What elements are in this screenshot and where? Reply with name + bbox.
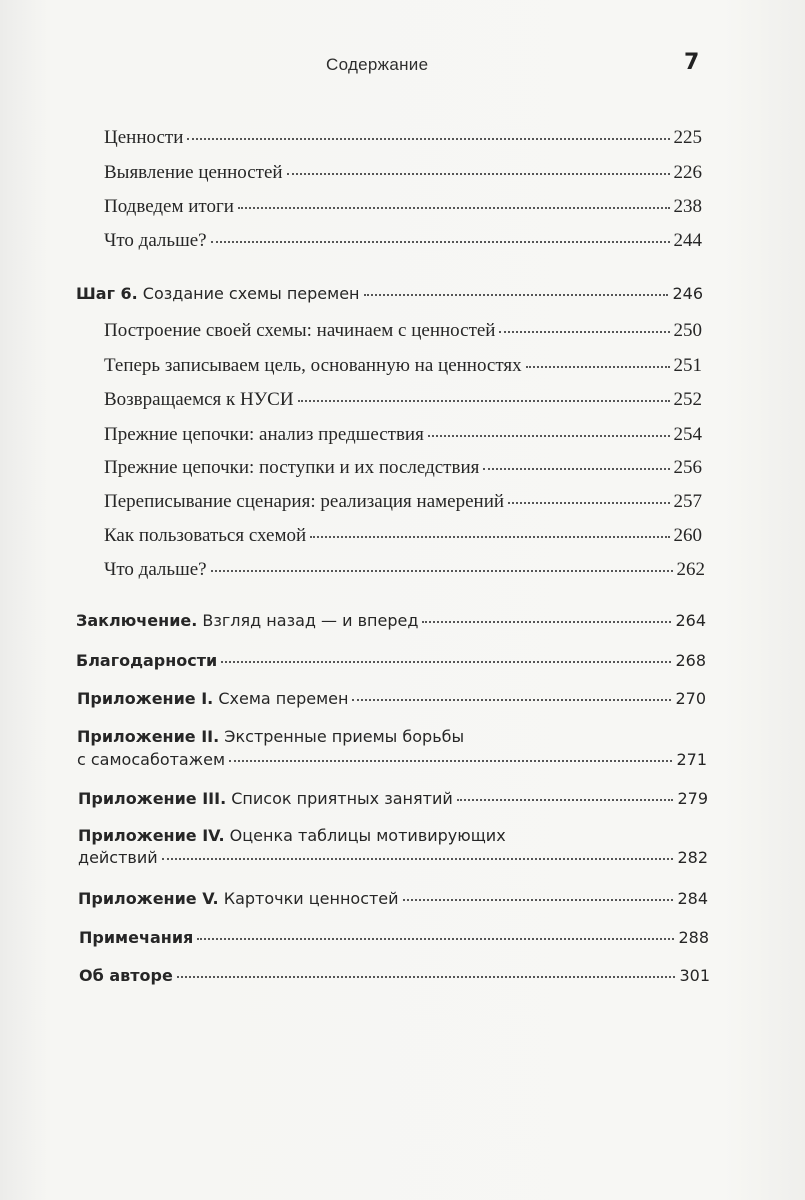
toc-entry-page: 264 bbox=[675, 611, 706, 630]
leader-dots bbox=[187, 137, 669, 140]
leader-dots bbox=[508, 501, 669, 504]
toc-entry-page: 226 bbox=[673, 162, 702, 183]
toc-entry bbox=[104, 127, 702, 149]
toc-entry-label: Прежние цепочки: анализ предшествия bbox=[104, 424, 424, 445]
toc-entry bbox=[104, 559, 705, 581]
toc-entry bbox=[104, 162, 702, 184]
toc-appendix-first-line bbox=[78, 826, 506, 845]
toc-appendix-title: Схема перемен bbox=[213, 689, 349, 708]
toc-entry-page: 271 bbox=[676, 750, 707, 769]
leader-dots bbox=[364, 293, 669, 296]
toc-appendix-title: Список приятных занятий bbox=[226, 789, 453, 808]
toc-entry-label: Ценности bbox=[104, 127, 184, 148]
leader-dots bbox=[298, 399, 670, 402]
leader-dots bbox=[211, 569, 673, 572]
toc-entry bbox=[104, 320, 702, 342]
toc-chapter-title: Создание схемы перемен bbox=[137, 284, 360, 303]
toc-entry-label: Теперь записываем цель, основанную на ценностях bbox=[104, 355, 522, 376]
toc-entry-label: Переписывание сценария: реализация намерений bbox=[104, 491, 505, 512]
toc-appendix-title-continued: с самосаботажем bbox=[77, 750, 226, 769]
toc-entry-page: 252 bbox=[673, 389, 702, 410]
toc-section-entry bbox=[79, 966, 710, 985]
toc-entry-page: 260 bbox=[673, 525, 702, 546]
leader-dots bbox=[197, 937, 674, 940]
toc-appendix-entry bbox=[77, 689, 706, 708]
leader-dots bbox=[238, 206, 670, 209]
page-number: 7 bbox=[684, 50, 700, 75]
toc-appendix-entry bbox=[78, 789, 708, 808]
toc-section-entry bbox=[76, 611, 706, 630]
toc-appendix-title: Оценка таблицы мотивирующих bbox=[224, 826, 506, 845]
toc-section-title: Примечания bbox=[79, 928, 194, 947]
toc-entry-label: Прежние цепочки: поступки и их последствия bbox=[104, 457, 480, 478]
toc-entry-page: 251 bbox=[673, 355, 702, 376]
toc-entry bbox=[104, 196, 702, 218]
toc-appendix-number: Приложение IV. bbox=[78, 826, 225, 845]
toc-appendix-entry bbox=[78, 889, 708, 908]
leader-dots bbox=[162, 857, 674, 860]
toc-entry-page: 262 bbox=[676, 559, 705, 580]
toc-section-entry bbox=[76, 651, 706, 670]
leader-dots bbox=[526, 365, 670, 368]
toc-entry-label: Возвращаемся к НУСИ bbox=[104, 389, 294, 410]
running-header-title: Содержание bbox=[326, 55, 429, 74]
leader-dots bbox=[403, 898, 674, 901]
toc-section-title: Об авторе bbox=[79, 966, 173, 985]
toc-chapter-entry bbox=[76, 284, 703, 303]
leader-dots bbox=[221, 660, 671, 663]
leader-dots bbox=[457, 798, 674, 801]
toc-entry-page: 284 bbox=[677, 889, 708, 908]
toc-entry-label: Как пользоваться схемой bbox=[104, 525, 307, 546]
toc-entry bbox=[104, 355, 702, 377]
toc-chapter-number: Шаг 6. bbox=[76, 284, 138, 303]
toc-appendix-number: Приложение III. bbox=[78, 789, 227, 808]
toc-entry-label: Построение своей схемы: начинаем с ценностей bbox=[104, 320, 496, 341]
toc-entry bbox=[104, 230, 702, 252]
toc-entry-page: 250 bbox=[673, 320, 702, 341]
toc-entry bbox=[104, 491, 702, 513]
leader-dots bbox=[287, 172, 670, 175]
toc-section-subtitle: Взгляд назад — и вперед bbox=[197, 611, 419, 630]
toc-entry-page: 246 bbox=[672, 284, 703, 303]
toc-appendix-title: Карточки ценностей bbox=[218, 889, 399, 908]
toc-entry-page: 288 bbox=[678, 928, 709, 947]
toc-entry-label: Что дальше? bbox=[104, 559, 207, 580]
toc-appendix-entry bbox=[77, 750, 707, 769]
toc-appendix-number: Приложение I. bbox=[77, 689, 214, 708]
toc-entry bbox=[104, 424, 702, 446]
toc-entry-page: 225 bbox=[673, 127, 702, 148]
toc-entry bbox=[104, 389, 702, 411]
toc-entry-page: 256 bbox=[673, 457, 702, 478]
toc-entry-page: 238 bbox=[673, 196, 702, 217]
leader-dots bbox=[428, 434, 670, 437]
toc-entry-page: 270 bbox=[675, 689, 706, 708]
toc-entry-page: 279 bbox=[677, 789, 708, 808]
toc-appendix-number: Приложение II. bbox=[77, 727, 220, 746]
toc-appendix-first-line bbox=[77, 727, 464, 746]
toc-entry-page: 244 bbox=[673, 230, 702, 251]
toc-entry bbox=[104, 457, 702, 479]
toc-entry-label: Подведем итоги bbox=[104, 196, 234, 217]
leader-dots bbox=[310, 535, 669, 538]
toc-entry-page: 257 bbox=[673, 491, 702, 512]
leader-dots bbox=[229, 759, 672, 762]
leader-dots bbox=[422, 620, 671, 623]
toc-entry bbox=[104, 525, 702, 547]
toc-entry-page: 282 bbox=[677, 848, 708, 867]
toc-appendix-number: Приложение V. bbox=[78, 889, 219, 908]
toc-appendix-entry bbox=[78, 848, 708, 867]
toc-section-title: Заключение. bbox=[76, 611, 198, 630]
toc-entry-label: Что дальше? bbox=[104, 230, 207, 251]
toc-entry-page: 254 bbox=[673, 424, 702, 445]
toc-entry-page: 268 bbox=[675, 651, 706, 670]
leader-dots bbox=[352, 698, 671, 701]
toc-section-title: Благодарности bbox=[76, 651, 218, 670]
toc-appendix-title-continued: действий bbox=[78, 848, 158, 867]
toc-appendix-title: Экстренные приемы борьбы bbox=[219, 727, 465, 746]
leader-dots bbox=[177, 975, 676, 978]
leader-dots bbox=[211, 240, 670, 243]
toc-entry-label: Выявление ценностей bbox=[104, 162, 283, 183]
leader-dots bbox=[499, 330, 669, 333]
leader-dots bbox=[483, 467, 669, 470]
toc-entry-page: 301 bbox=[679, 966, 710, 985]
toc-section-entry bbox=[79, 928, 709, 947]
